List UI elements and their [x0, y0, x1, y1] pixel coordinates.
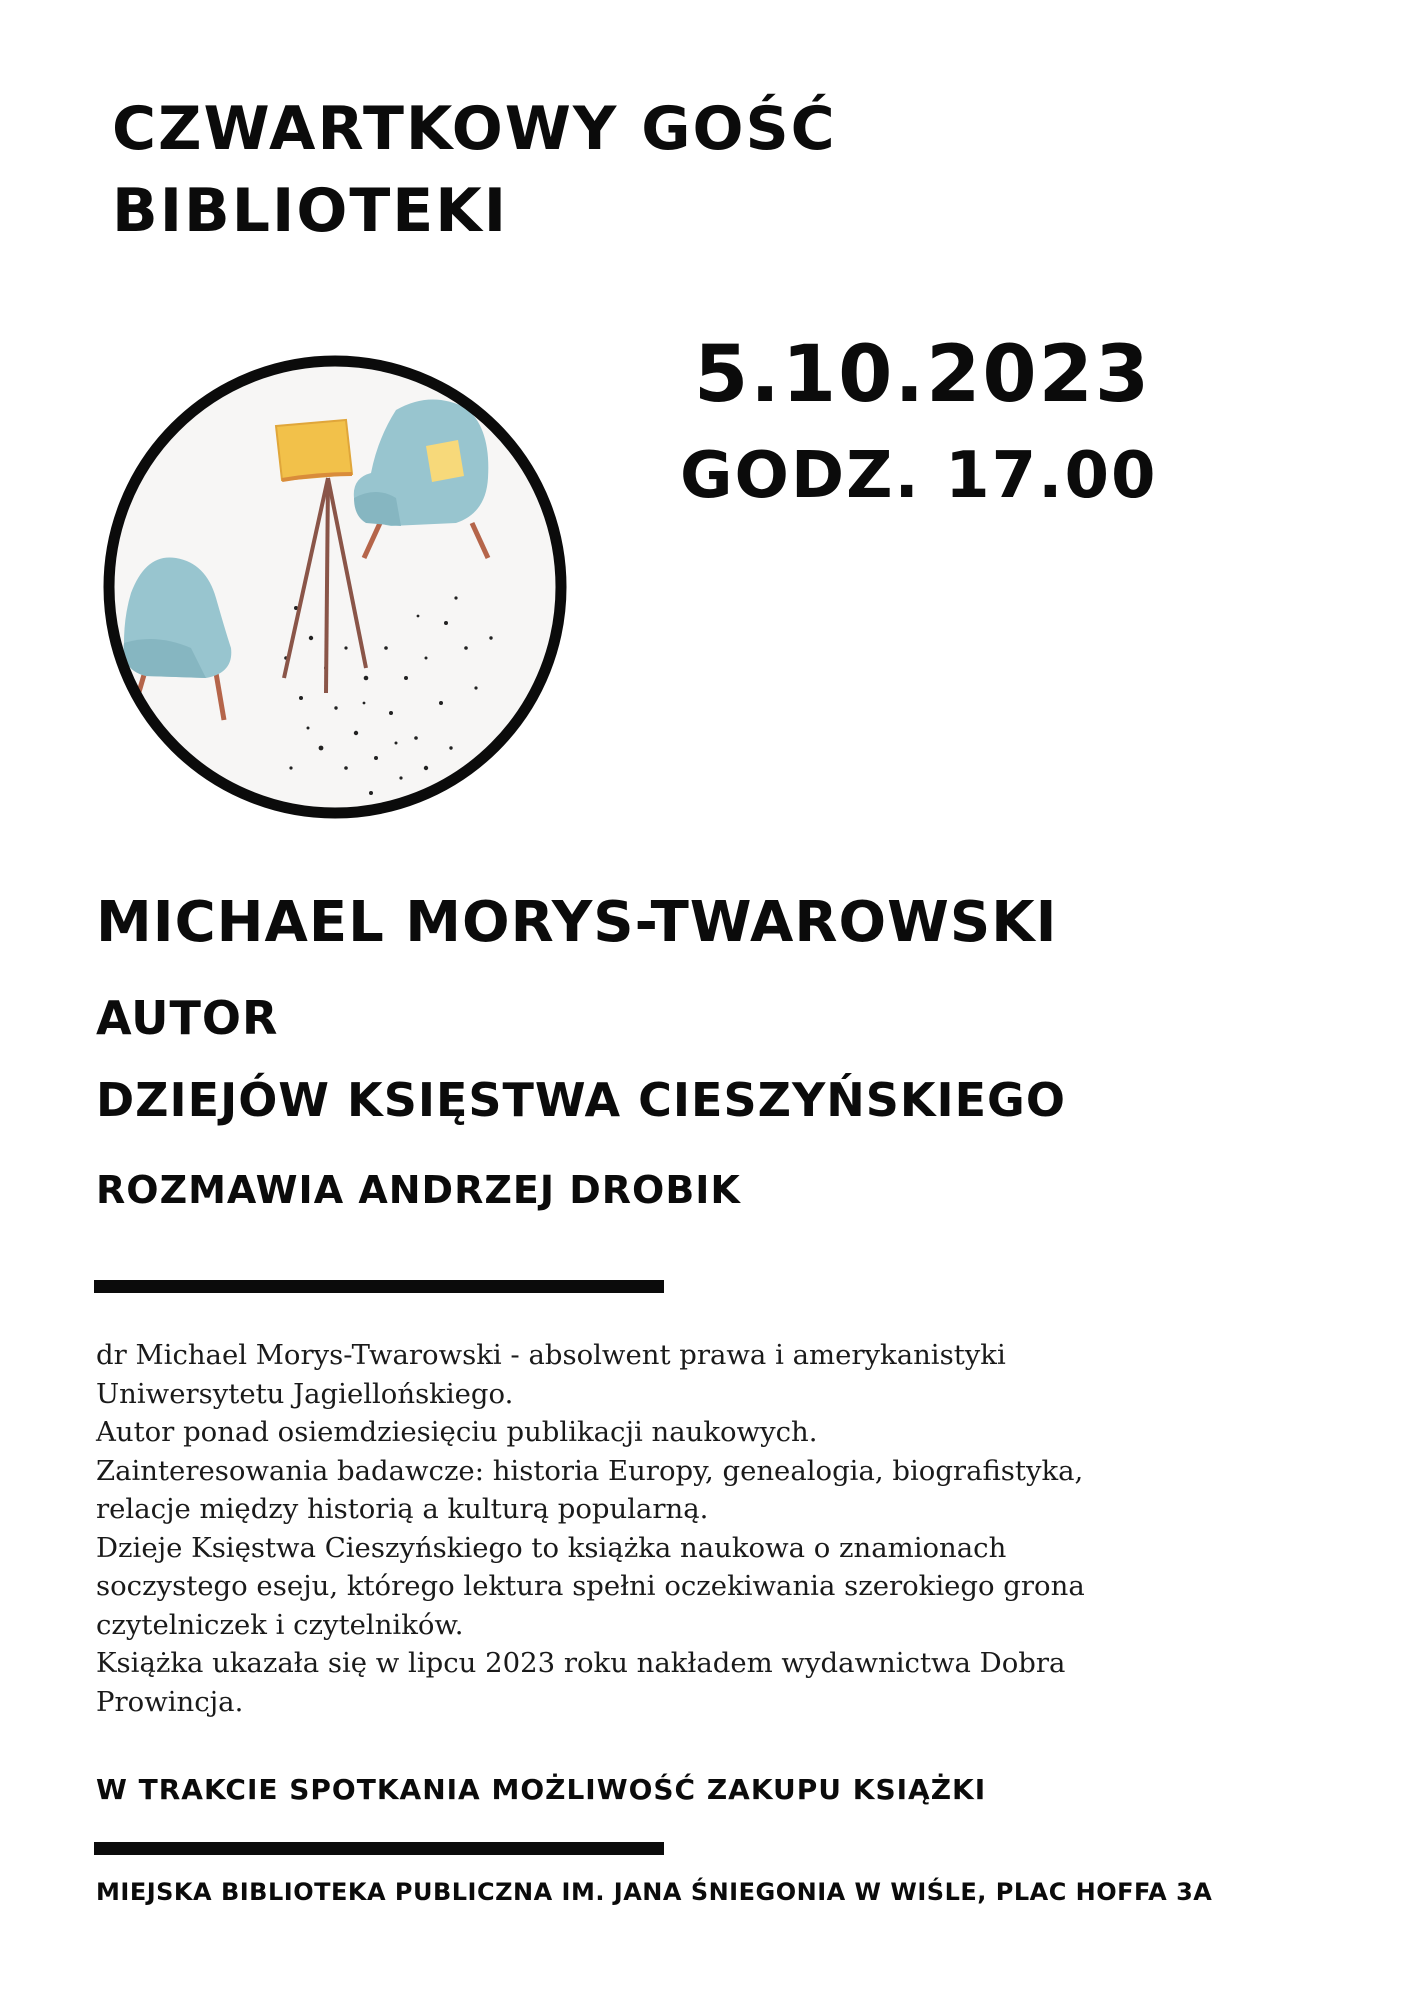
description-line: Książka ukazała się w lipcu 2023 roku nakładem wydawnictwa Dobra — [96, 1647, 1066, 1679]
divider-top — [94, 1280, 664, 1293]
description-line: relacje między historią a kulturą popularną. — [96, 1493, 709, 1525]
description-line: dr Michael Morys-Twarowski - absolwent prawa i amerykanistyki — [96, 1339, 1006, 1371]
guest-name: MICHAEL MORYS-TWAROWSKI — [96, 890, 1058, 955]
guest-description — [96, 1336, 1296, 1721]
description-line: Prowincja. — [96, 1685, 244, 1718]
description-line: czytelniczek i czytelników. — [96, 1608, 464, 1641]
divider-bottom — [94, 1842, 664, 1855]
title-line-1: CZWARTKOWY GOŚĆ — [112, 94, 837, 164]
description-line: Autor ponad osiemdziesięciu publikacji naukowych. — [96, 1416, 818, 1448]
description-line: Dzieje Księstwa Cieszyńskiego to książka naukowa o znamionach — [96, 1531, 1007, 1564]
host-line: ROZMAWIA ANDRZEJ DROBIK — [96, 1168, 741, 1212]
library-address: MIEJSKA BIBLIOTEKA PUBLICZNA IM. JANA ŚNIEGONIA W WIŚLE, PLAC HOFFA 3A — [96, 1878, 1213, 1906]
sale-note: W TRAKCIE SPOTKANIA MOŻLIWOŚĆ ZAKUPU KSIĄŻKI — [96, 1773, 987, 1806]
event-time: GODZ. 17.00 — [680, 439, 1158, 513]
armchairs-lamp-illustration — [96, 348, 574, 826]
description-line: Zainteresowania badawcze: historia Europy, genealogia, biografistyka, — [96, 1454, 1084, 1487]
guest-role: AUTOR — [96, 991, 279, 1045]
description-line: Uniwersytetu Jagiellońskiego. — [96, 1377, 514, 1410]
book-title: DZIEJÓW KSIĘSTWA CIESZYŃSKIEGO — [96, 1073, 1066, 1127]
poster-title — [112, 88, 837, 252]
description-line: soczystego eseju, którego lektura spełni oczekiwania szerokiego grona — [96, 1570, 1085, 1602]
event-date: 5.10.2023 — [694, 330, 1152, 420]
title-line-2: BIBLIOTEKI — [112, 176, 509, 246]
